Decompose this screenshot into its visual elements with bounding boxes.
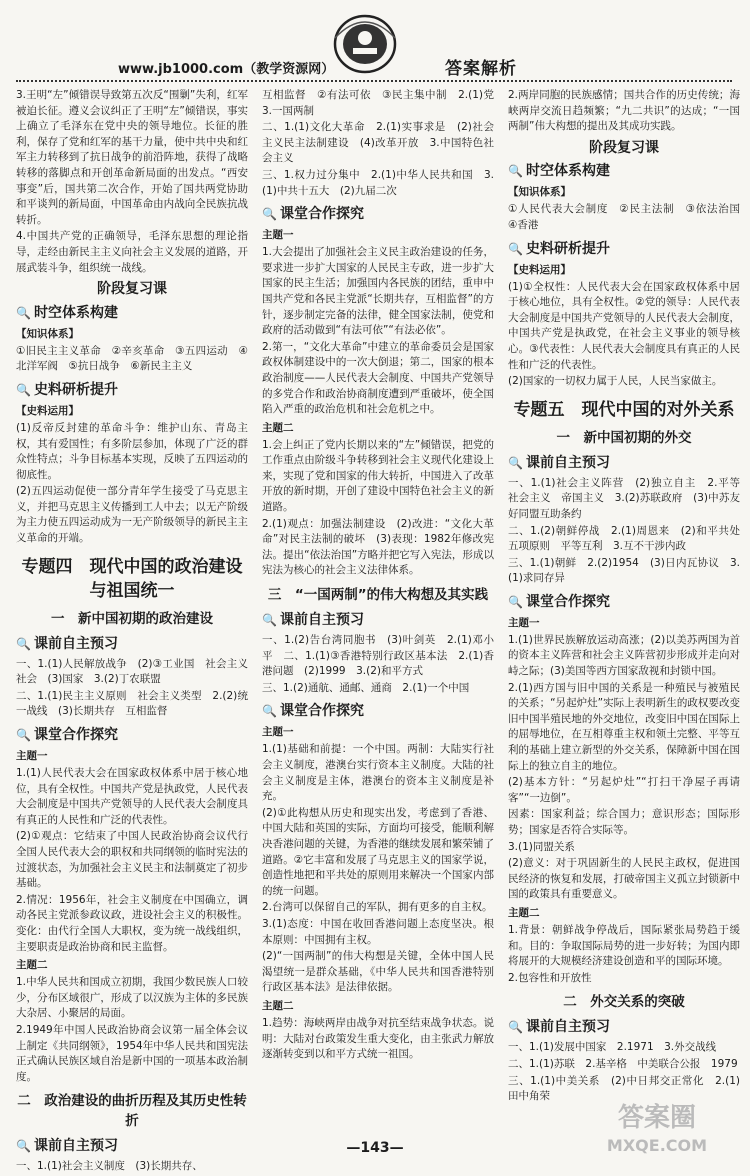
section-title: 史料研析提升	[525, 240, 610, 257]
section-title: 时空体系构建	[33, 304, 118, 321]
magnifier-icon: 🔍	[16, 1139, 31, 1154]
magnifier-icon: 🔍	[16, 728, 31, 743]
subheading: 【史料运用】	[16, 404, 79, 417]
paragraph: 二、1.(1)苏联 2.基辛格 中美联合公报 1979	[508, 1057, 738, 1070]
section-title: 课堂合作探究	[525, 593, 610, 610]
paragraph: 一、1.(1)发展中国家 2.1971 3.外交战线	[508, 1041, 717, 1054]
paragraph: 三、1.权力过分集中 2.(1)中华人民共和国 3.(1)中共十五大 (2)九届二次	[262, 168, 494, 197]
subheading: 【史料运用】	[508, 263, 571, 276]
paragraph: (2)基本方针：“另起炉灶”“打扫干净屋子再请客”“一边倒”。	[508, 776, 740, 804]
paragraph: 1.趋势：海峡两岸由战争对抗至结束战争状态。说明：大陆对台政策发生重大变化，由主张武力解放逐渐转变到以和平方式统一祖国。	[262, 1016, 494, 1061]
section-title: 时空体系构建	[525, 163, 610, 180]
stage-heading: 阶段复习课	[97, 281, 167, 298]
watermark-line: MXQE.COM	[606, 1136, 708, 1155]
paragraph: 2.两岸同胞的民族感情；国共合作的历史传统；海峡两岸交流日趋频繁；“九二共识”的达成；“一国两制”伟大构想的提出及其成功实践。	[508, 89, 740, 133]
paragraph: 1.会上纠正了党内长期以来的“左”倾错误，把党的工作重点由阶级斗争转移到社会主义现代化建设上来，实现了党和国家的伟大转折，中国进入了改革开放的新时期，开创了建设中国特色社会主义的新道路。	[262, 438, 494, 514]
paragraph: 1.大会提出了加强社会主义民主政治建设的任务，要求进一步扩大国家的人民民主专政，进一步扩大国家的民主生活；加强国内各民族的团结，重申中国共产党和各民主党派“长期共存，互相监督”的方针，逐步制定完备的法律，健全国家法制，使党和政府的活动做到“有法可依”“有法必依”。	[262, 246, 494, 337]
magnifier-icon: 🔍	[16, 382, 31, 397]
magnifier-icon: 🔍	[16, 636, 31, 651]
paragraph: 3.(1)态度：中国在收回香港问题上态度坚决。根本原则：中国拥有主权。	[262, 917, 494, 946]
subheading: 主题一	[262, 229, 294, 242]
stage-heading: 阶段复习课	[589, 139, 659, 156]
section-title: 课前自主预习	[279, 612, 364, 629]
chapter-heading: 二 政治建设的曲折历程及其历史性转折	[17, 1093, 247, 1130]
paragraph: (2)五四运动促使一部分青年学生接受了马克思主义，并把马克思主义传播到工人中去；以无产阶级为主力使五四运动成为一无产阶级领导的新民主主义革命的开端。	[16, 485, 248, 545]
subheading: 【知识体系】	[508, 186, 571, 199]
paragraph: 1.中华人民共和国成立初期，我国少数民族人口较少，分布区域很广，形成了以汉族为主体的多民族大杂居、小聚居的局面。	[16, 976, 248, 1020]
section-heading	[508, 452, 740, 474]
paragraph: 1.(1)世界民族解放运动高涨；(2)以美苏两国为首的资本主义阵营和社会主义阵营初步形成并走向对峙之际；(3)美国等西方国家敌视和封锁中国。	[508, 633, 740, 678]
paragraph: 3.(1)同盟关系	[508, 840, 575, 853]
subheading: 主题一	[16, 750, 48, 763]
paragraph: (2)①观点：它结束了中国人民政治协商会议代行全国人民代表大会的职权和共同纲领的临时宪法的过渡状态，为加强社会主义民主和法制奠定了初步基础。	[16, 830, 248, 890]
watermark-line: 答案圈	[617, 1103, 696, 1133]
paragraph: 2.情况：1956年，社会主义制度在中国确立，调动各民主党派参政议政，进设社会主义的积极性。变化：由代行全国人大职权，变为统一战线组织，主要职责是政治协商和民主监督。	[16, 893, 248, 953]
section-heading	[16, 302, 248, 324]
magnifier-icon: 🔍	[16, 305, 31, 320]
section-title: 课前自主预习	[33, 1138, 118, 1155]
paragraph: 一、1.(1)社会主义阵营 (2)独立自主 2.平等 社会主义 帝国主义 3.(2)苏联政府 (3)中苏友好同盟互助条约	[508, 476, 750, 520]
chapter-heading: 一 新中国初期的政治建设	[51, 610, 213, 627]
column-3	[508, 88, 750, 1106]
paragraph: ①人民代表大会制度 ②民主法制 ③依法治国 ④香港	[508, 203, 750, 231]
section-heading	[16, 724, 248, 746]
chapter-heading: 二 外交关系的突破	[563, 994, 685, 1011]
subheading: 主题二	[262, 999, 294, 1012]
paragraph: 三、1.(1)朝鲜 2.(2)1954 (3)日内瓦协议 3.(1)求同存异	[508, 556, 740, 585]
paragraph: ①旧民主主义革命 ②辛亥革命 ③五四运动 ④北洋军阀 ⑤抗日战争 ⑥新民主主义	[16, 344, 248, 373]
section-title: 课前自主预习	[33, 635, 118, 652]
subheading: 主题二	[262, 421, 294, 434]
magnifier-icon: 🔍	[262, 613, 277, 628]
paragraph: 2.(1)西方国与旧中国的关系是一种殖民与被殖民的关系；“另起炉灶”实际上表明新生的政权要改变旧中国半殖民地的外交地位，改变旧中国在国际上的屈辱地位，在互相尊重主权和领土完整、平等互利的基础上建立新型的外交关系，保障新中国在国际上的独立自主的地位。	[508, 681, 740, 772]
paragraph: 2.包容性和开放性	[508, 971, 592, 984]
section-heading	[508, 1016, 740, 1038]
magnifier-icon: 🔍	[262, 704, 277, 719]
section-heading	[262, 700, 494, 722]
magnifier-icon: 🔍	[508, 455, 523, 470]
page-header	[0, 0, 750, 84]
section-heading	[508, 591, 740, 613]
header-title: 答案解析	[445, 59, 517, 79]
paragraph: (1)反帝反封建的革命斗争：维护山东、青岛主权，其有爱国性；有多阶层参加，体现了广泛的群众性特点；斗争目标基本实现，反映了五四运动的彻底性。	[16, 421, 248, 481]
column-1	[16, 88, 248, 1176]
section-title: 课堂合作探究	[279, 703, 364, 720]
chapter-heading: 一 新中国初期的外交	[556, 429, 692, 446]
subheading: 主题二	[508, 906, 540, 919]
paragraph: 一、1.(1)社会主义制度 (3)长期共存、	[16, 1160, 203, 1173]
paragraph: 二、1.(1)文化大革命 2.(1)实事求是 (2)社会主义民主法制建设 (4)改革开放 3.中国特色社会主义	[262, 121, 494, 165]
paragraph: 一、1.(2)告台湾同胞书 (3)叶剑英 2.(1)邓小平 二、1.(1)③香港特别行政区基本法 2.(1)香港问题 (2)1999 3.(2)和平方式	[262, 634, 494, 678]
watermark	[592, 1104, 722, 1166]
section-heading	[16, 379, 248, 401]
paragraph: 2.1949年中国人民政治协商会议第一届全体会议上制定《共同纲领》，1954年中华人民共和国宪法正式确认民族区域自治是新中国的一项基本政治制度。	[16, 1023, 248, 1083]
section-heading	[508, 160, 740, 182]
section-title: 课前自主预习	[525, 454, 610, 471]
paragraph: (2)①此构想从历史和现实出发，考虑到了香港、中国大陆和英国的实际，方面均可接受，能顺利解决香港问题的关键，为香港的继续发展和繁荣铺了道路。②它丰富和发展了马克思主义的国家学说，创造性地把和平共处的原则用来解决一个国家内部的统一问题。	[262, 806, 494, 897]
section-title: 课堂合作探究	[33, 727, 118, 744]
magnifier-icon: 🔍	[508, 1020, 523, 1035]
magnifier-icon: 🔍	[508, 164, 523, 179]
section-heading	[508, 238, 740, 260]
site-url: www.jb1000.com（教学资源网）	[118, 62, 335, 77]
magnifier-icon: 🔍	[262, 207, 277, 222]
paragraph: 1.(1)人民代表大会在国家政权体系中居于核心地位，具有全权性。中国共产党是执政党，人民代表大会制度是中国共产党领导的人民代表大会制度具有真正的人民性和广泛的代表性。	[16, 767, 248, 826]
section-title: 史料研析提升	[33, 381, 118, 398]
subheading: 主题一	[262, 726, 294, 739]
paragraph: (2)“一国两制”的伟大构想是关键，全体中国人民渴望统一是群众基础，《中华人民共和国香港特别行政区基本法》是法律依据。	[262, 950, 494, 994]
topic-heading: 专题四 现代中国的政治建设与祖国统一	[21, 556, 243, 601]
paragraph: 三、1.(2)通航、通邮、通商 2.(1)一个中国	[262, 681, 470, 694]
paragraph: 一、1.(1)人民解放战争 (2)③工业国 社会主义社会 (3)国家 3.(2)丁农联盟	[16, 657, 248, 686]
topic-heading: 专题五 现代中国的对外关系	[513, 399, 735, 420]
header-rule	[16, 80, 732, 82]
paragraph: 二、1.(2)朝鲜停战 2.(1)周恩来 (2)和平共处五项原则 平等互利 3.互不干涉内政	[508, 524, 740, 553]
paragraph: 2.(1)观点：加强法制建设 (2)改进：“文化大革命”对民主法制的破坏 (3)表现：1982年修改宪法。提出“依法治国”方略并把它写入宪法，形成以宪法为核心的社会主义法律体系。	[262, 517, 494, 577]
paragraph: (2)意义：对于巩固新生的人民民主政权，促进国民经济的恢复和发展，打破帝国主义孤立封锁新中国的政策具有重要意义。	[508, 857, 740, 901]
paragraph: (2)国家的一切权力属于人民，人民当家做主。	[508, 375, 723, 388]
subheading: 主题二	[16, 959, 48, 972]
paragraph: 4.中国共产党的正确领导，毛泽东思想的理论指导，走经由新民主主义向社会主义发展的道路，开展武装斗争，组织统一战线。	[16, 230, 248, 274]
subheading: 【知识体系】	[16, 327, 79, 340]
paragraph: 2.第一，“文化大革命”中建立的革命委员会是国家政权体制建设中的一次大倒退；第二，国家的根本政治制度——人民代表大会制度、中国共产党领导的多党合作和政治协商制度遭到严重破坏，使全国陷入严重的政治危机和社会危机之中。	[262, 340, 494, 416]
paragraph: 因素：国家利益；综合国力；意识形态；国际形势；国家是否符合实际等。	[508, 808, 740, 836]
paragraph: 2.台湾可以保留自己的军队，拥有更多的自主权。	[262, 901, 493, 914]
paragraph: 三、1.(1)中美关系 (2)中日邦交正常化 2.(1)田中角荣	[508, 1074, 740, 1103]
section-heading	[262, 609, 494, 631]
paragraph: (1)①全权性：人民代表大会在国家政权体系中居于核心地位，具有全权性。②党的领导：人民代表大会制度是中国共产党领导的人民代表大会制度，中国共产党是执政党，在社会主义事业的领导核心。③代表性：人民代表大会制度具有真正的人民性和广泛的代表性。	[508, 280, 740, 371]
section-title: 课堂合作探究	[279, 206, 364, 223]
publisher-logo	[325, 8, 405, 76]
subheading: 主题一	[508, 616, 540, 629]
section-heading	[262, 203, 494, 225]
paragraph: 1.(1)基础和前提：一个中国。两制：大陆实行社会主义制度，港澳台实行资本主义制度。大陆的社会主义制度是主体，港澳台的资本主义制度是补充。	[262, 743, 494, 803]
paragraph: 3.王明“左”倾错误导致第五次反“围剿”失利，红军被迫长征。遵义会议纠正了王明“左”倾错误，事实上确立了毛泽东在党中央的领导地位。长征的胜利，保存了党和红军的基干力量，使中共中央和红军主力转移到了抗日战争的前沿阵地，获得了战略转移的落脚点和开创革命新局面的出发点。“西安事变”后，国共第二次合作，开始了国共两党协助和平谈判的新局面，中国革命由内战向全民族抗战转折。	[16, 89, 248, 226]
magnifier-icon: 🔍	[508, 241, 523, 256]
section-title: 课前自主预习	[525, 1019, 610, 1036]
paragraph: 互相监督 ②有法可依 ③民主集中制 2.(1)党 3.一国两制	[262, 89, 505, 117]
section-heading	[16, 633, 248, 655]
page-number: —143—	[346, 1140, 404, 1156]
paragraph: 二、1.(1)民主主义原则 社会主义类型 2.(2)统一战线 (3)长期共存 互相监督	[16, 689, 248, 718]
paragraph: 1.背景：朝鲜战争停战后，国际紧张局势趋于缓和。目的：争取国际局势的进一步好转；为国内即将展开的大规模经济建设创造和平的国际环境。	[508, 923, 740, 968]
column-2	[262, 88, 505, 1064]
chapter-heading: 三 “一国两制”的伟大构想及其实践	[267, 587, 489, 604]
magnifier-icon: 🔍	[508, 594, 523, 609]
